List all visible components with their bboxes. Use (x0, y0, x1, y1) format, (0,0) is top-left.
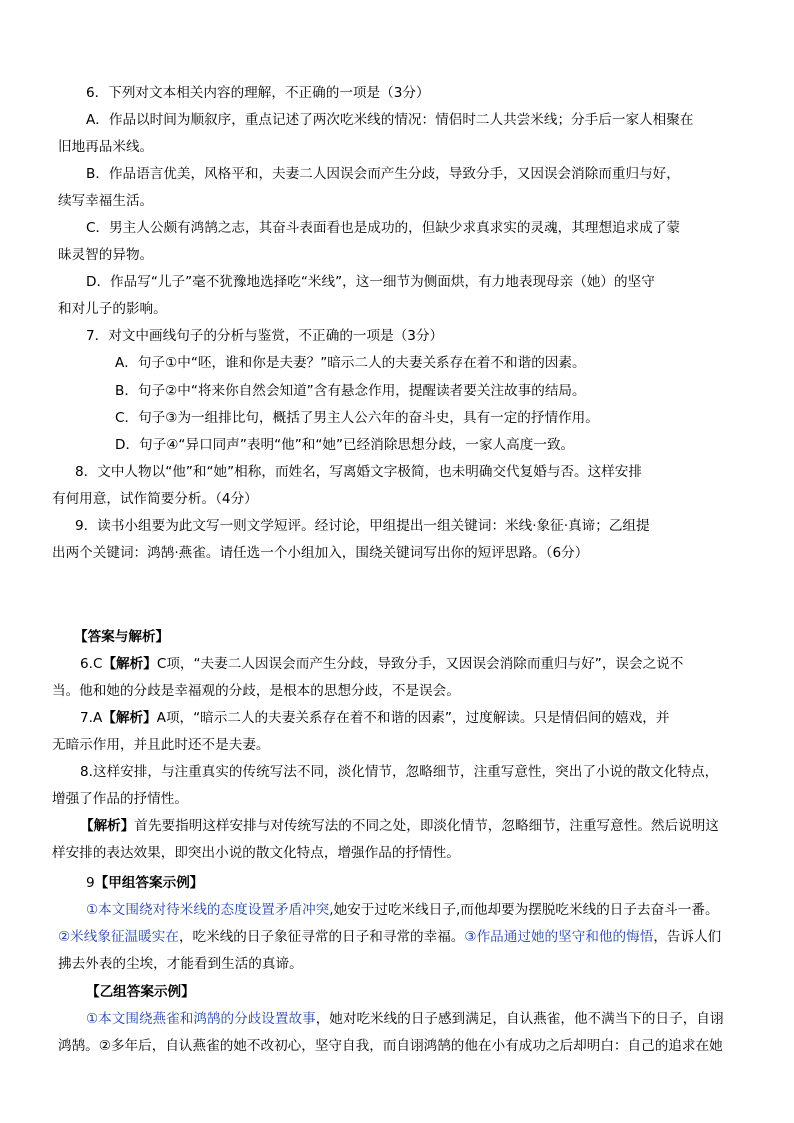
answer-8-analysis-line2: 样安排的表达效果，即突出小说的散文化特点，增强作品的抒情性。 (52, 845, 460, 861)
q6-option-c-line2: 昧灵智的异物。 (58, 247, 154, 263)
q6-stem: 6．下列对文本相关内容的理解，不正确的一项是（3分） (86, 85, 430, 101)
yi-heading: 【乙组答案示例】 (86, 984, 195, 1000)
q8-line1: 8．文中人物以“他”和“她”相称，而姓名，写离婚文字极简，也未明确交代复婚与否。这样安排 (75, 464, 642, 480)
q6-option-d-line2: 和对儿子的影响。 (58, 301, 167, 317)
jia-point2-highlight: ②米线象征温暖实在 (58, 929, 179, 945)
answer-6-label: 6.C (80, 656, 103, 672)
yi-point1-highlight: ①本文围绕燕雀和鸿鹄的分歧设置故事 (86, 1011, 316, 1027)
jia-point3-text: ，告诉人们 (653, 929, 722, 945)
q7-option-c: C．句子③为一组排比句，概括了男主人公六年的奋斗史，具有一定的抒情作用。 (115, 410, 599, 426)
yi-line1 (86, 1009, 724, 1029)
q6-option-c-line1: C．男主人公颇有鸿鹄之志，其奋斗表面看也是成功的，但缺少求真求实的灵魂，其理想追求成了蒙 (86, 220, 681, 236)
answer-6-text: C项，“夫妻二人因误会而产生分歧，导致分手，又因误会消除而重归与好”，误会之说不 (156, 656, 684, 672)
answer-8-line2: 增强了作品的抒情性。 (52, 791, 188, 807)
answer-8-tag: 【解析】 (80, 818, 135, 834)
answer-6-line1 (80, 654, 683, 674)
answer-7-tag: 【解析】 (102, 710, 157, 726)
answer-7-line1 (80, 708, 669, 728)
q7-stem: 7．对文中画线句子的分析与鉴赏，不正确的一项是（3分） (86, 328, 444, 344)
q9-line1: 9．读书小组要为此文写一则文学短评。经讨论，甲组提出一组关键词：米线·象征·真谛；乙组提 (75, 518, 650, 534)
jia-line1 (86, 900, 719, 920)
jia-heading: 【甲组答案示例】 (94, 875, 204, 891)
q9-line2: 出两个关键词：鸿鹄·燕雀。请任选一个小组加入，围绕关键词写出你的短评思路。（6分） (52, 545, 589, 561)
q6-option-a-line2: 旧地再品米线。 (58, 139, 154, 155)
answer-9-label: 9 (86, 875, 95, 891)
q7-option-b: B．句子②中“将来你自然会知道”含有悬念作用，提醒读者要关注故事的结局。 (115, 383, 586, 399)
answer-7-line2: 无暗示作用，并且此时还不是夫妻。 (52, 737, 270, 753)
yi-point1-text: ，她对吃米线的日子感到满足，自认燕雀，他不满当下的日子，自诩 (315, 1011, 724, 1027)
jia-line2 (58, 927, 721, 947)
yi-line2: 鸿鹄。②多年后，自认燕雀的她不改初心，坚守自我，而自诩鸿鹄的他在小有成功之后却明白：自己的追求在她 (58, 1038, 723, 1054)
q7-option-d: D．句子④“异口同声”表明“他”和“她”已经消除思想分歧，一家人高度一致。 (115, 437, 575, 453)
answer-6-tag: 【解析】 (102, 656, 157, 672)
jia-line3: 拂去外表的尘埃，才能看到生活的真谛。 (58, 956, 303, 972)
answer-6-line2: 当。他和她的分歧是幸福观的分歧，是根本的思想分歧，不是误会。 (52, 683, 460, 699)
q6-option-a-line1: A．作品以时间为顺叙序，重点记述了两次吃米线的情况：情侣时二人共尝米线；分手后一家人相聚在 (86, 112, 694, 128)
jia-point1-text: ,她安于过吃米线日子,而他却要为摆脱吃米线的日子去奋斗一番。 (329, 902, 719, 918)
q7-option-a: A．句子①中“呸，谁和你是夫妻？”暗示二人的夫妻关系存在着不和谐的因素。 (115, 355, 586, 371)
answer-8-analysis-line1 (80, 816, 719, 836)
q6-option-b-line2: 续写幸福生活。 (58, 193, 154, 209)
answer-7-text: A项，“暗示二人的夫妻关系存在着不和谐的因素”，过度解读。只是情侣间的嬉戏，并 (156, 710, 670, 726)
q6-option-d-line1: D．作品写“儿子”毫不犹豫地选择吃“米线”，这一细节为侧面烘，有力地表现母亲（她）的坚守 (86, 274, 655, 290)
q8-line2: 有何用意，试作简要分析。（4分） (52, 491, 258, 507)
answers-heading: 【答案与解析】 (74, 629, 170, 645)
answer-7-label: 7.A (80, 710, 103, 726)
answer-9-header (86, 873, 203, 893)
answer-8-line1: 8.这样安排，与注重真实的传统写法不同，淡化情节，忽略细节，注重写意性，突出了小说的散文化特点， (80, 764, 719, 780)
jia-point1-highlight: ①本文围绕对待米线的态度设置矛盾冲突 (86, 902, 330, 918)
q6-option-b-line1: B．作品语言优美，风格平和，夫妻二人因误会而产生分歧，导致分手，又因误会消除而重归与好， (86, 166, 680, 182)
jia-point2-text: ，吃米线的日子象征寻常的日子和寻常的幸福。 (178, 929, 465, 945)
jia-point3-highlight: ③作品通过她的坚守和他的悔悟 (464, 929, 654, 945)
answer-8-analysis-text: 首先要指明这样安排与对传统写法的不同之处，即淡化情节，忽略细节，注重写意性。然后说明这 (134, 818, 719, 834)
